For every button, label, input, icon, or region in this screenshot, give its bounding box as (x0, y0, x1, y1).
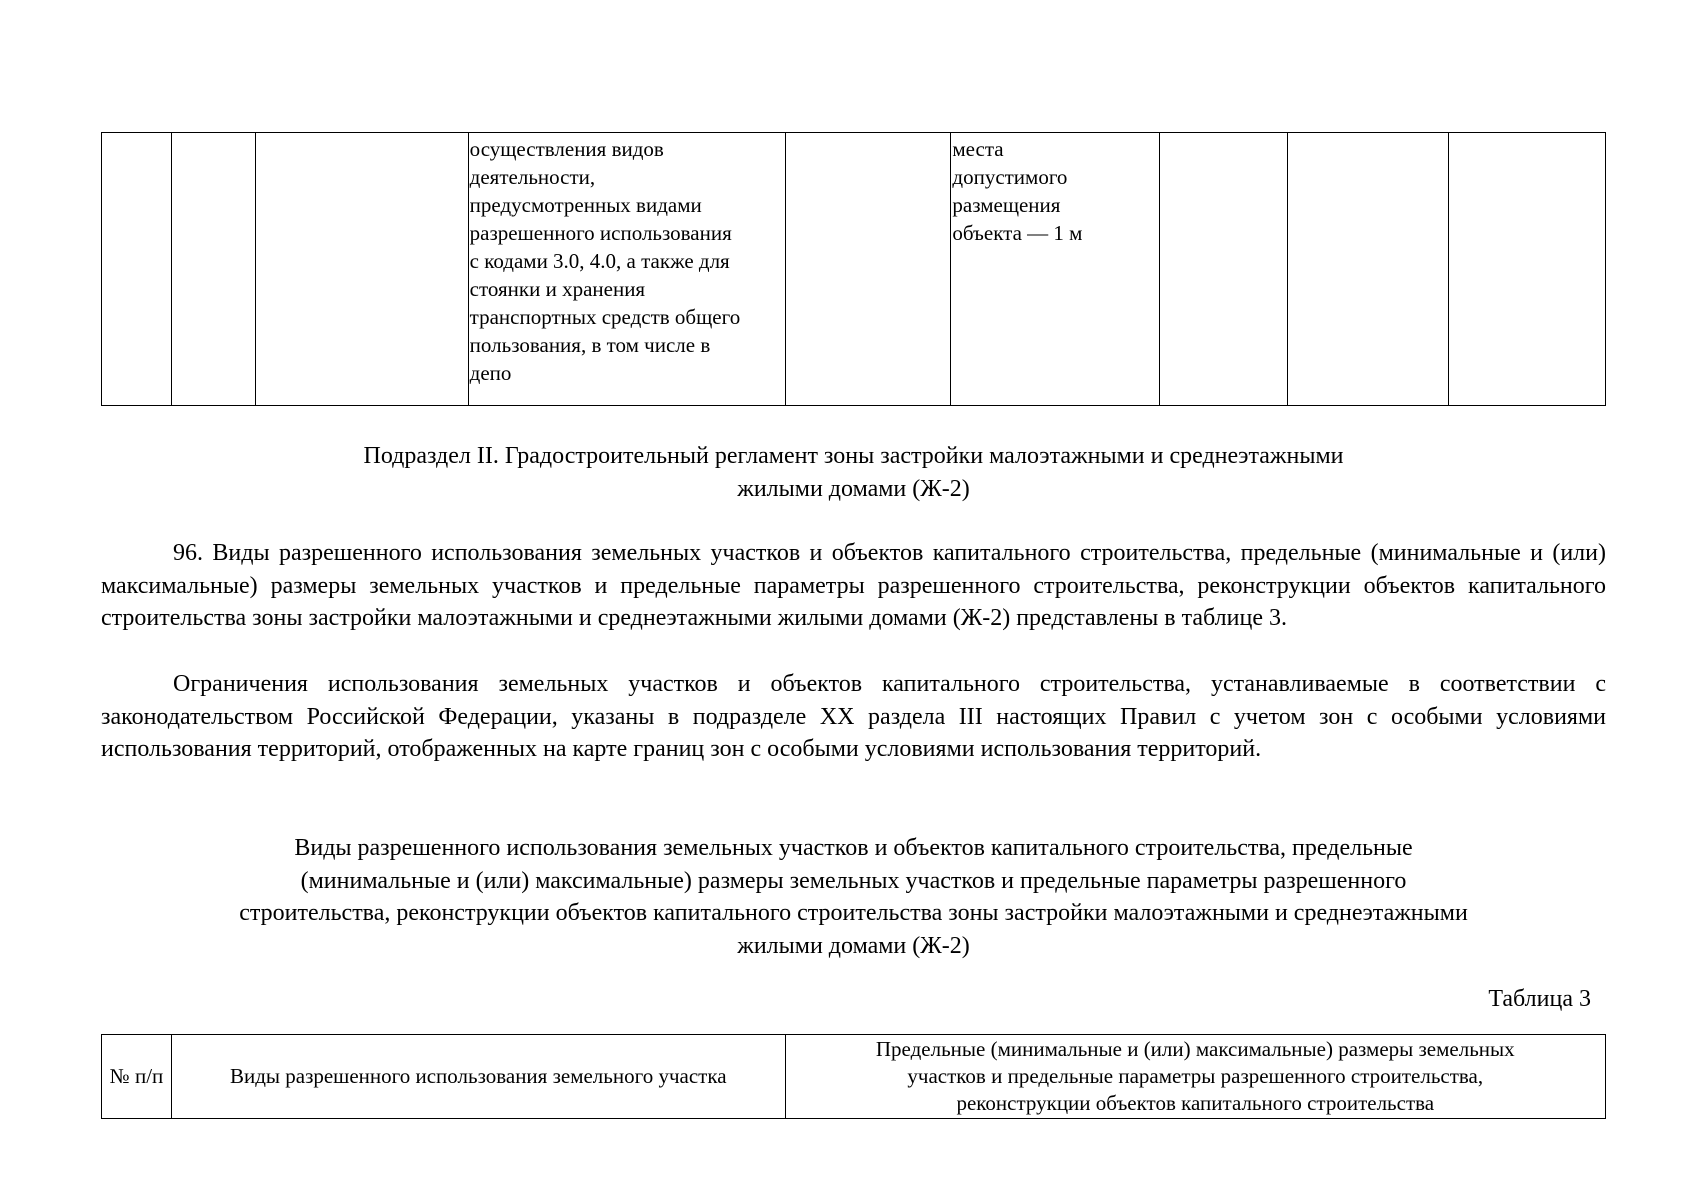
subsection-title: Подраздел II. Градостроительный регламент зоны застройки малоэтажными и среднеэтажными жилыми домами (Ж-2) (363, 443, 1344, 502)
table-cell (1160, 133, 1288, 406)
table-cell (785, 133, 951, 406)
table-title: Виды разрешенного использования земельных участков и объектов капитального строительства, предельные (минимальные и (или) максимальные) размеры земельных участков и предельные параметры разрешенного строительства, реконструкции объектов капитального строительства зоны застройки малоэтажными и среднеэтажными жилыми домами (Ж-2) (239, 835, 1468, 960)
table-cell (255, 133, 468, 406)
table-row (102, 133, 1606, 406)
header-use-types: Виды разрешенного использования земельного участка (171, 1035, 785, 1119)
table-3-header (101, 1034, 1606, 1119)
continued-table (101, 132, 1606, 406)
table-cell-setback: места допустимого размещения объекта — 1 м (951, 133, 1160, 406)
header-parameters: Предельные (минимальные и (или) максимальные) размеры земельных участков и предельные параметры разрешенного строительства, реконструкции объектов капитального строительства (785, 1035, 1605, 1119)
table-cell (1288, 133, 1449, 406)
table-cell (171, 133, 255, 406)
table-label: Таблица 3 (1488, 986, 1591, 1012)
table-cell (102, 133, 172, 406)
paragraph-restrictions: Ограничения использования земельных участков и объектов капитального строительства, устанавливаемые в соответствии с законодательством Российской Федерации, указаны в подразделе XX раздела III настоящих Правил с учетом зон с особыми условиями использования территорий, отображенных на карте границ зон с особыми условиями использования территорий. (101, 671, 1606, 763)
table-cell-use-description: осуществления видов деятельности, предусмотренных видами разрешенного использования с кодами 3.0, 4.0, а также для стоянки и хранения транспортных средств общего пользования, в том числе в депо (468, 133, 785, 406)
header-number: № п/п (102, 1035, 172, 1119)
table-header-row (102, 1035, 1606, 1119)
table-cell (1449, 133, 1606, 406)
paragraph-96: 96. Виды разрешенного использования земельных участков и объектов капитального строительства, предельные (минимальные и (или) максимальные) размеры земельных участков и предельные параметры разрешенного строительства, реконструкции объектов капитального строительства зоны застройки малоэтажными и среднеэтажными жилыми домами (Ж-2) представлены в таблице 3. (101, 540, 1606, 632)
